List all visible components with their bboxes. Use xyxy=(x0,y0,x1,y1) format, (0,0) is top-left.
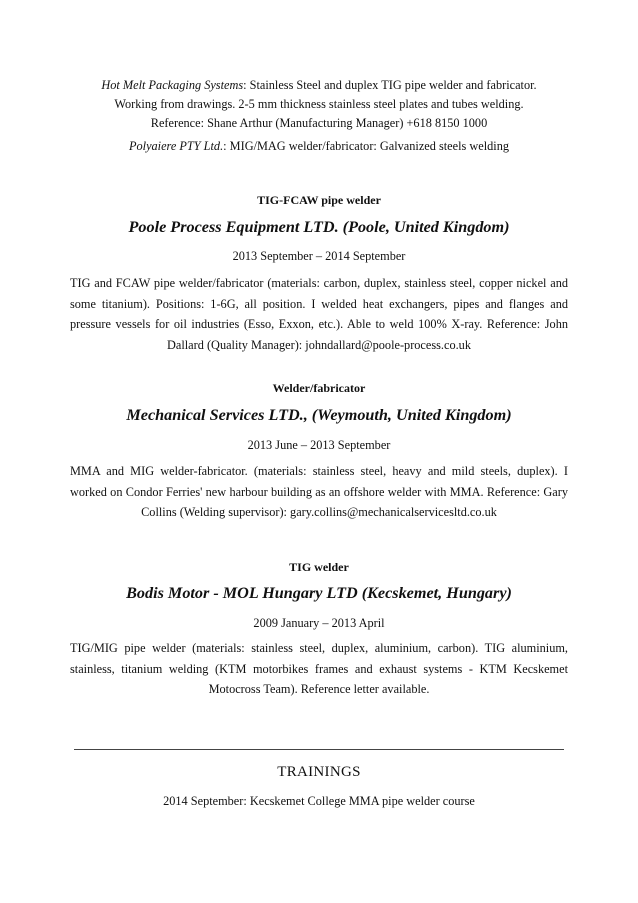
job-role: Welder/fabricator xyxy=(272,381,366,395)
job-company: Bodis Motor - MOL Hungary LTD (Kecskemet, Hungary) xyxy=(126,584,512,602)
job-description: MMA and MIG welder-fabricator. (materials: stainless steel, heavy and mild steels, duplex). I worked on Condor Ferries' new harbour building as an offshore welder with MMA. Reference: Gary Collins (Welding supervisor): gary.collins@mechanicalservicesltd.co.uk xyxy=(70,464,568,519)
hot-melt-line-2: Working from drawings. 2-5 mm thickness stainless steel plates and tubes welding. xyxy=(114,97,524,111)
job-description: TIG and FCAW pipe welder/fabricator (materials: carbon, duplex, stainless steel, copper nickel and some titanium). Positions: 1-6G, all position. I welded heat exchangers, pipes and flanges and pressure vessels for oil industries (Esso, Exxon, etc.). Able to weld 100% X-ray. Reference: John Dallard (Quality Manager): johndallard@poole-process.co.uk xyxy=(70,276,568,352)
polyaiere-line xyxy=(0,137,638,157)
job-company: Poole Process Equipment LTD. (Poole, United Kingdom) xyxy=(128,218,510,236)
job-company: Mechanical Services LTD., (Weymouth, United Kingdom) xyxy=(126,406,512,424)
hot-melt-description: : Stainless Steel and duplex TIG pipe welder and fabricator. xyxy=(243,78,537,92)
job-role: TIG-FCAW pipe welder xyxy=(257,193,381,207)
job-description: TIG/MIG pipe welder (materials: stainless steel, duplex, aluminium, carbon). TIG aluminium, stainless, titanium welding (KTM motorbikes frames and exhaust systems - KTM Kecskemet Motocross Team). Reference letter available. xyxy=(70,641,568,696)
trainings-heading: TRAININGS xyxy=(277,764,361,780)
hot-melt-company: Hot Melt Packaging Systems xyxy=(101,78,244,92)
polyaiere-description: : MIG/MAG welder/fabricator: Galvanized steels welding xyxy=(223,139,509,153)
hot-melt-line-1 xyxy=(0,76,638,96)
job-role: TIG welder xyxy=(289,560,349,574)
section-divider xyxy=(74,749,564,750)
job-dates: 2013 September – 2014 September xyxy=(232,249,406,263)
hot-melt-reference: Reference: Shane Arthur (Manufacturing Manager) +618 8150 1000 xyxy=(150,116,488,130)
training-item: 2014 September: Kecskemet College MMA pipe welder course xyxy=(163,794,475,808)
job-dates: 2009 January – 2013 April xyxy=(253,616,385,630)
polyaiere-company: Polyaiere PTY Ltd. xyxy=(129,139,224,153)
job-dates: 2013 June – 2013 September xyxy=(247,438,391,452)
